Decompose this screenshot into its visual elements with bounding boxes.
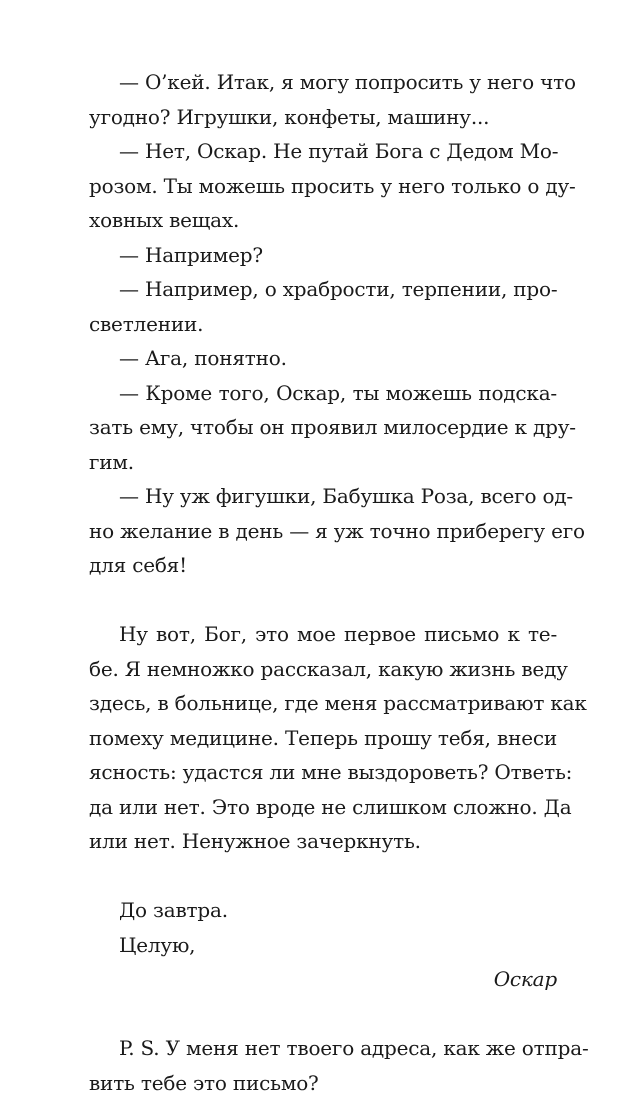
text-line: зать ему, чтобы он проявил милосердие к дру- [89, 410, 557, 445]
text-line: Ну вот, Бог, это мое первое письмо к те- [89, 617, 557, 652]
text-line: да или нет. Это вроде не слишком сложно. Да [89, 790, 557, 825]
signature: Оскар [89, 962, 557, 997]
text-line: — О’кей. Итак, я могу попросить у него что [89, 65, 557, 100]
letter-closing [89, 893, 557, 997]
closing-line: Целую, [89, 928, 557, 963]
text-line: — Например, о храбрости, терпении, про- [89, 272, 557, 307]
text-line: здесь, в больнице, где меня рассматривают как [89, 686, 557, 721]
text-line: — Ну уж фигушки, Бабушка Роза, всего од- [89, 479, 557, 514]
text-line: вить тебе это письмо? [89, 1066, 557, 1100]
letter-paragraph [89, 617, 557, 859]
closing-line: До завтра. [89, 893, 557, 928]
text-line: — Ага, понятно. [89, 341, 557, 376]
text-line: но желание в день — я уж точно приберегу его [89, 514, 557, 549]
dialogue-block [89, 65, 557, 583]
text-line: — Кроме того, Оскар, ты можешь подска- [89, 376, 557, 411]
text-line: светлении. [89, 307, 557, 342]
book-page [89, 65, 557, 1100]
postscript [89, 1031, 557, 1100]
text-line: — Например? [89, 238, 557, 273]
text-line: для себя! [89, 548, 557, 583]
text-line: P. S. У меня нет твоего адреса, как же отпра- [89, 1031, 557, 1066]
text-line: или нет. Ненужное зачеркнуть. [89, 824, 557, 859]
text-line: угодно? Игрушки, конфеты, машину... [89, 100, 557, 135]
text-line: помеху медицине. Теперь прошу тебя, внеси [89, 721, 557, 756]
text-line: гим. [89, 445, 557, 480]
text-line: розом. Ты можешь просить у него только о ду- [89, 169, 557, 204]
text-line: бе. Я немножко рассказал, какую жизнь веду [89, 652, 557, 687]
text-line: ясность: удастся ли мне выздороветь? Ответь: [89, 755, 557, 790]
text-line: ховных вещах. [89, 203, 557, 238]
text-line: — Нет, Оскар. Не путай Бога с Дедом Мо- [89, 134, 557, 169]
